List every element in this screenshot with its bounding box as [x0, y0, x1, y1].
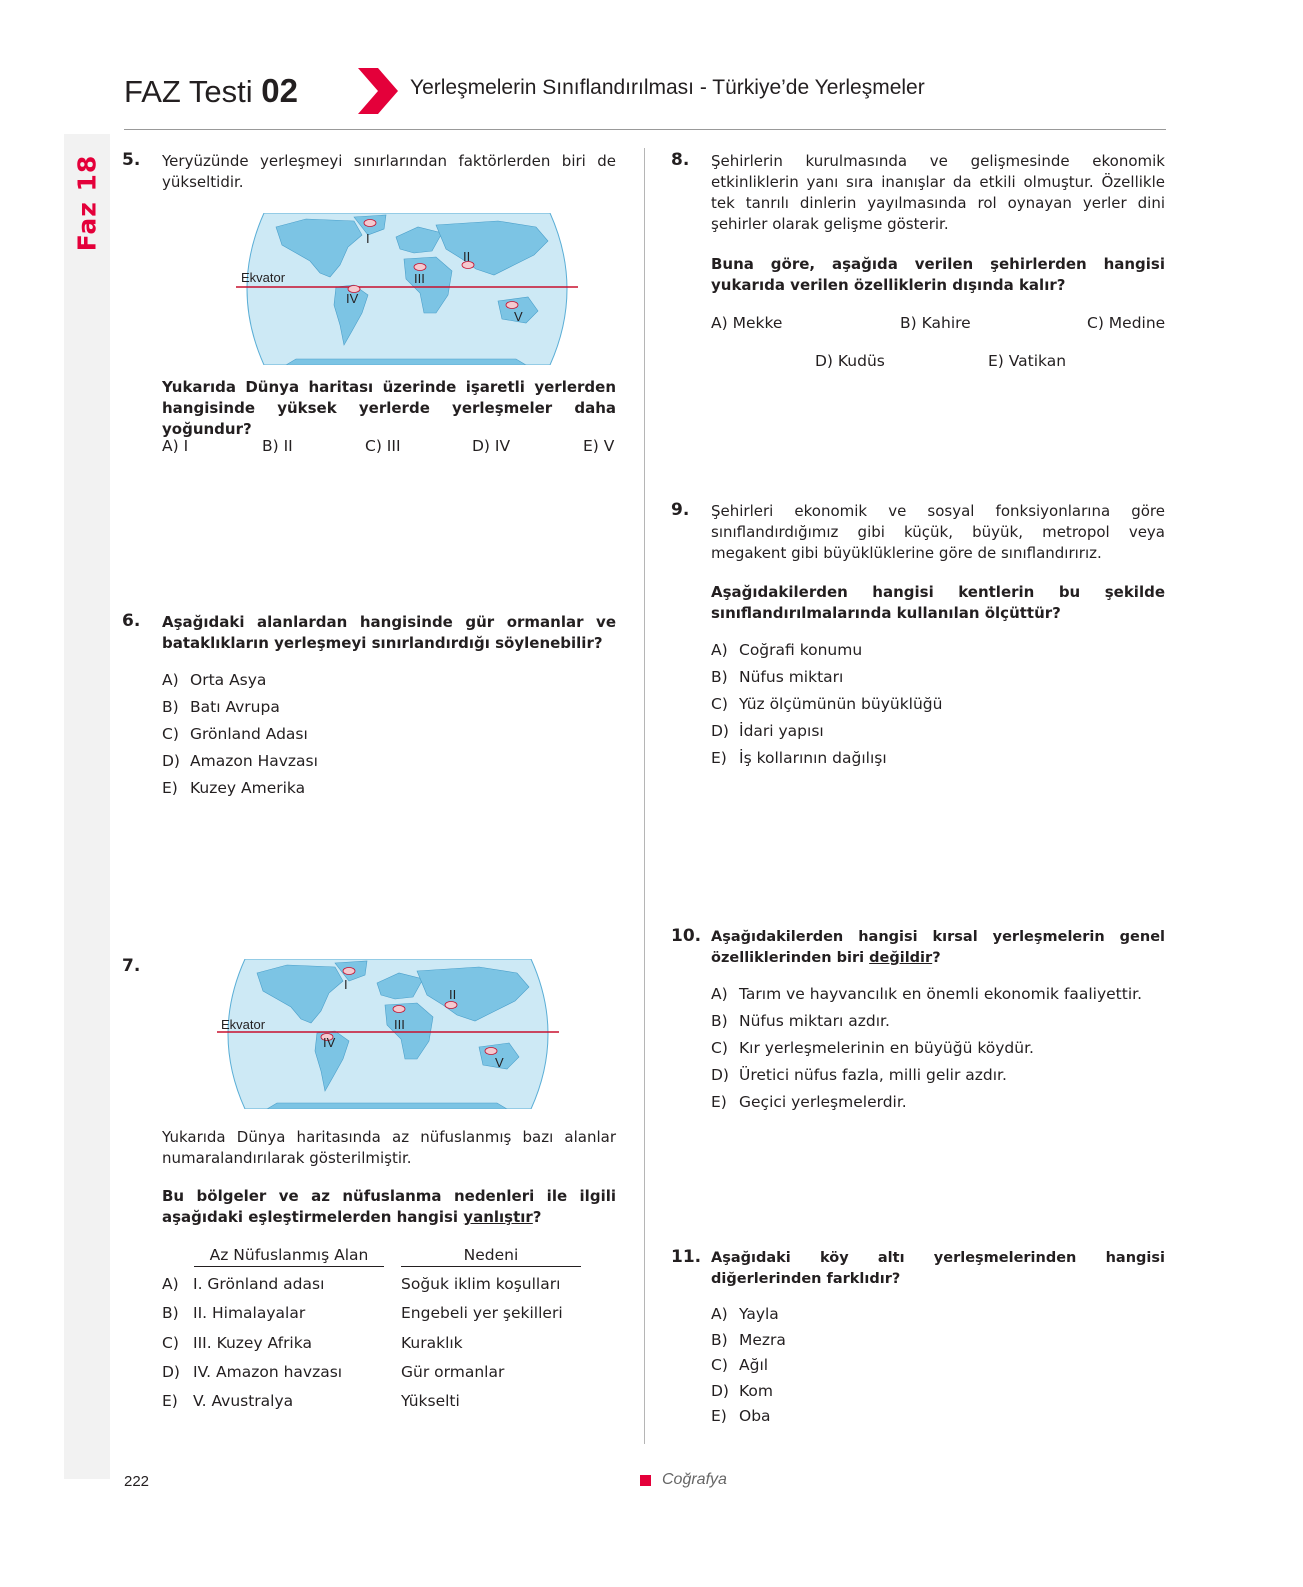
- header-divider: [124, 129, 1166, 130]
- q9-option-b[interactable]: B) Nüfus miktarı: [711, 668, 844, 686]
- q11-option-d[interactable]: D) Kom: [711, 1381, 773, 1400]
- q5-option-a[interactable]: A) I: [162, 437, 189, 455]
- q6-option-a[interactable]: A) Orta Asya: [162, 671, 267, 689]
- q7-map-label-5: V: [495, 1055, 504, 1070]
- q7-map-label-2: II: [449, 987, 457, 1002]
- q9-option-c[interactable]: C) Yüz ölçümünün büyüklüğü: [711, 695, 943, 713]
- q8-intro: Şehirlerin kurulmasında ve gelişmesinde ekonomik etkinliklerin yanı sıra inanışlar da etkili olmuştur. Özellikle tek tanrılı dinlerin yayılmasında rol oynayan yerler dini şehirler olarak gelişme gösterir.: [711, 152, 1165, 233]
- q9-question: Aşağıdakilerden hangisi kentlerin bu şekilde sınıflandırılmalarında kullanılan ölçüttür?: [711, 583, 1165, 622]
- q7-row-letter: C): [162, 1334, 179, 1352]
- q6-option-e[interactable]: E) Kuzey Amerika: [162, 779, 306, 797]
- q9-option-d[interactable]: D) İdari yapısı: [711, 722, 824, 740]
- q7-row-area: IV. Amazon havzası: [193, 1363, 343, 1381]
- q11-option-b[interactable]: B) Mezra: [711, 1330, 786, 1349]
- subject-marker-icon: [640, 1475, 651, 1486]
- q10-option-e[interactable]: E) Geçici yerleşmelerdir.: [711, 1093, 907, 1111]
- q7-number: 7.: [122, 956, 141, 976]
- q9-intro: Şehirleri ekonomik ve sosyal fonksiyonlarına göre sınıflandırdığımız gibi küçük, büyük, metropol veya megakent gibi büyüklüklerine göre de sınıflandırırız.: [711, 502, 1165, 562]
- test-label: FAZ Testi: [124, 74, 253, 109]
- test-subtitle: Yerleşmelerin Sınıflandırılması - Türkiye’de Yerleşmeler: [410, 76, 925, 99]
- q8-option-c[interactable]: C) Medine: [1087, 314, 1166, 332]
- q8-option-b[interactable]: B) Kahire: [900, 314, 971, 332]
- q10-option-b[interactable]: B) Nüfus miktarı azdır.: [711, 1012, 890, 1030]
- q7-col-reason-header: Nedeni: [463, 1246, 519, 1264]
- q7-col-area-header: Az Nüfuslanmış Alan: [209, 1246, 369, 1264]
- q7-row-letter: D): [162, 1363, 180, 1381]
- q5-number: 5.: [122, 150, 141, 170]
- q5-map-label-2: II: [463, 249, 471, 264]
- page-number: 222: [124, 1473, 150, 1490]
- q8-option-e[interactable]: E) Vatikan: [988, 352, 1067, 370]
- q7-equator-label: Ekvator: [221, 1017, 266, 1032]
- q7-map-label-4: IV: [323, 1035, 336, 1050]
- q7-row-area: V. Avustralya: [193, 1392, 294, 1410]
- q7-row-reason: Yükselti: [401, 1392, 460, 1410]
- q7-col-reason-underline: [401, 1266, 581, 1267]
- q6-number: 6.: [122, 611, 141, 631]
- q6-options: [162, 671, 318, 806]
- q7-row-reason: Gür ormanlar: [401, 1363, 505, 1381]
- q9-options: [711, 641, 942, 776]
- q7-map-label-1: I: [344, 977, 348, 992]
- q5-map-label-1: I: [366, 231, 370, 246]
- q7-row-area: II. Himalayalar: [193, 1304, 306, 1322]
- q5-map-label-3: III: [414, 271, 425, 286]
- column-divider: [644, 148, 645, 1444]
- q5-map-label-4: IV: [346, 291, 359, 306]
- q6-question: Aşağıdaki alanlardan hangisinde gür ormanlar ve bataklıkların yerleşmeyi sınırlandırdığı söylenebilir?: [162, 613, 616, 652]
- q10-option-c[interactable]: C) Kır yerleşmelerinin en büyüğü köydür.: [711, 1039, 1034, 1057]
- q10-number: 10.: [671, 926, 702, 946]
- q10-option-a[interactable]: A) Tarım ve hayvancılık en önemli ekonomik faaliyettir.: [711, 985, 1143, 1003]
- q7-map-label-3: III: [394, 1017, 405, 1032]
- q7-row-reason: Engebeli yer şekilleri: [401, 1304, 563, 1322]
- test-title: [124, 72, 298, 110]
- q9-number: 9.: [671, 500, 690, 520]
- q8-question: Buna göre, aşağıda verilen şehirlerden hangisi yukarıda verilen özelliklerin dışında kalır?: [711, 255, 1165, 294]
- q5-option-e[interactable]: E) V: [583, 437, 615, 455]
- q7-row-area: III. Kuzey Afrika: [193, 1334, 312, 1352]
- q6-option-d[interactable]: D) Amazon Havzası: [162, 752, 318, 770]
- q7-question: Bu bölgeler ve az nüfuslanma nedenleri ile ilgili aşağıdaki eşleştirmelerden hangisi yanlıştır?: [162, 1187, 616, 1226]
- q5-option-b[interactable]: B) II: [262, 437, 293, 455]
- test-number: 02: [261, 72, 298, 109]
- q5-map-label-5: V: [514, 309, 523, 324]
- q5-option-d[interactable]: D) IV: [472, 437, 511, 455]
- q10-option-d[interactable]: D) Üretici nüfus fazla, milli gelir azdır.: [711, 1066, 1007, 1084]
- q5-intro: Yeryüzünde yerleşmeyi sınırlarından faktörlerden biri de yükseltidir.: [162, 152, 616, 191]
- q9-option-e[interactable]: E) İş kollarının dağılışı: [711, 749, 887, 767]
- side-tag-label: Faz 18: [72, 154, 102, 252]
- q5-question: Yukarıda Dünya haritası üzerinde işaretli yerlerden hangisinde yüksek yerlerde yerleşmeler daha yoğundur?: [162, 378, 616, 438]
- q7-row-letter: A): [162, 1275, 179, 1293]
- q9-option-a[interactable]: A) Coğrafi konumu: [711, 641, 863, 659]
- q7-row-reason: Soğuk iklim koşulları: [401, 1275, 561, 1293]
- side-strip: [64, 134, 110, 1479]
- q11-question: Aşağıdaki köy altı yerleşmelerinden hangisi diğerlerinden farklıdır?: [711, 1250, 1165, 1287]
- side-tag: [68, 148, 106, 258]
- q7-col-area-underline: [194, 1266, 384, 1267]
- chevron-icon: [358, 68, 398, 114]
- q11-options: [711, 1305, 786, 1433]
- q5-equator-label: Ekvator: [241, 270, 286, 285]
- q11-option-c[interactable]: C) Ağıl: [711, 1356, 769, 1374]
- q11-number: 11.: [671, 1247, 702, 1267]
- q7-world-map: [217, 959, 559, 1109]
- subject-label: Coğrafya: [662, 1471, 727, 1488]
- q8-option-a[interactable]: A) Mekke: [711, 314, 783, 332]
- q6-option-c[interactable]: C) Grönland Adası: [162, 725, 308, 743]
- q11-option-e[interactable]: E) Oba: [711, 1407, 771, 1425]
- q6-option-b[interactable]: B) Batı Avrupa: [162, 698, 280, 716]
- q5-option-c[interactable]: C) III: [365, 437, 401, 455]
- q7-row-reason: Kuraklık: [401, 1334, 463, 1352]
- q10-question: Aşağıdakilerden hangisi kırsal yerleşmelerin genel özelliklerinden biri değildir?: [711, 929, 1165, 966]
- q7-intro: Yukarıda Dünya haritasında az nüfuslanmış bazı alanlar numaralandırılarak gösterilmiştir.: [162, 1128, 616, 1167]
- q7-row-letter: E): [162, 1392, 178, 1410]
- q11-option-a[interactable]: A) Yayla: [711, 1305, 779, 1323]
- q10-options: [711, 985, 1142, 1120]
- q7-row-area: I. Grönland adası: [193, 1275, 325, 1293]
- q8-option-d[interactable]: D) Kudüs: [815, 352, 885, 370]
- q7-row-letter: B): [162, 1304, 179, 1322]
- q8-number: 8.: [671, 150, 690, 170]
- q5-world-map: [236, 213, 578, 365]
